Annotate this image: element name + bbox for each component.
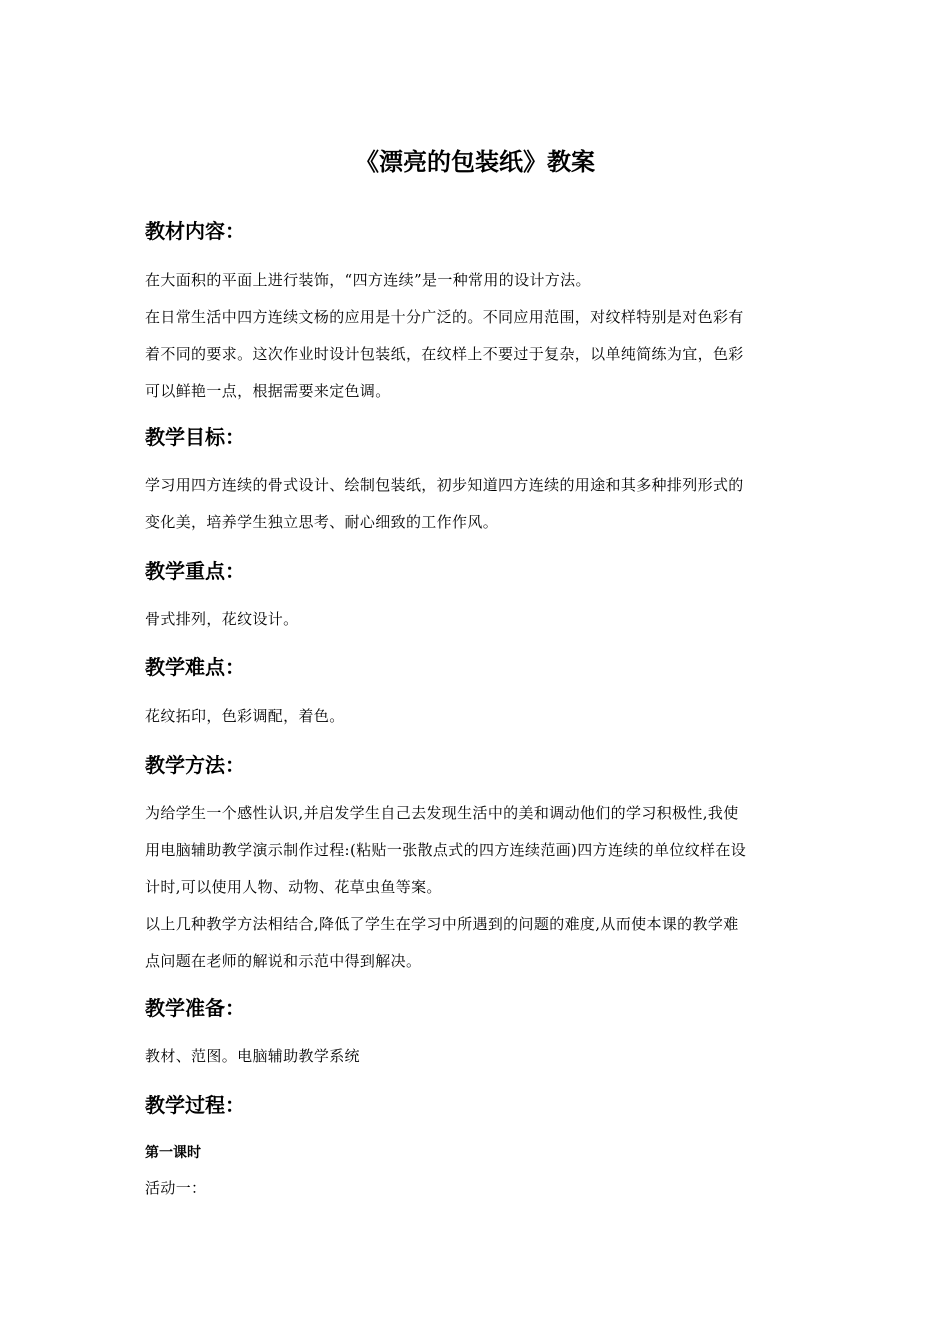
section-heading-content: 教材内容： [145,219,245,243]
section-body-content [145,262,813,410]
paragraph-line: 以上几种教学方法相结合,降低了学生在学习中所遇到的问题的难度,从而使本课的教学难 [145,915,739,933]
section-body-process [145,1170,813,1207]
section-heading-difficulties: 教学难点： [145,655,245,679]
paragraph-line: 花纹拓印，色彩调配，着色。 [145,707,345,725]
paragraph-line: 计时,可以使用人物、动物、花草虫鱼等案。 [145,878,442,896]
document-title: 《漂亮的包装纸》教案 [355,147,595,176]
paragraph-line: 变化美，培养学生独立思考、耐心细致的工作作风。 [145,513,499,531]
section-body-difficulties [145,698,813,735]
section-heading-goals: 教学目标： [145,425,245,449]
paragraph-line: 活动一： [145,1179,207,1197]
paragraph-line: 可以鲜艳一点，根据需要来定色调。 [145,382,391,400]
paragraph-line: 用电脑辅助教学演示制作过程:(粘贴一张散点式的四方连续范画)四方连续的单位纹样在设 [145,841,747,859]
section-heading-methods: 教学方法： [145,753,245,777]
section-body-methods [145,795,813,980]
paragraph-line: 着不同的要求。这次作业时设计包装纸，在纹样上不要过于复杂，以单纯简练为宜，色彩 [145,345,744,363]
section-heading-process: 教学过程： [145,1093,245,1117]
paragraph-line: 在日常生活中四方连续文杨的应用是十分广泛的。不同应用范围，对纹样特别是对色彩有 [145,308,744,326]
paragraph-line: 骨式排列，花纹设计。 [145,610,299,628]
paragraph-line: 教材、范图。电脑辅助教学系统 [145,1047,360,1065]
paragraph-line: 为给学生一个感性认识,并启发学生自己去发现生活中的美和调动他们的学习积极性,我使 [145,804,739,822]
paragraph-line: 学习用四方连续的骨式设计、绘制包装纸，初步知道四方连续的用途和其多种排列形式的 [145,476,744,494]
lesson-label: 第一课时 [145,1145,201,1161]
section-heading-key-points: 教学重点： [145,559,245,583]
section-body-preparation [145,1038,813,1075]
paragraph-line: 在大面积的平面上进行装饰，“四方连续”是一种常用的设计方法。 [145,271,591,289]
section-heading-preparation: 教学准备： [145,996,245,1020]
paragraph-line: 点问题在老师的解说和示范中得到解决。 [145,952,422,970]
section-body-goals [145,467,813,541]
section-body-key-points [145,601,813,638]
